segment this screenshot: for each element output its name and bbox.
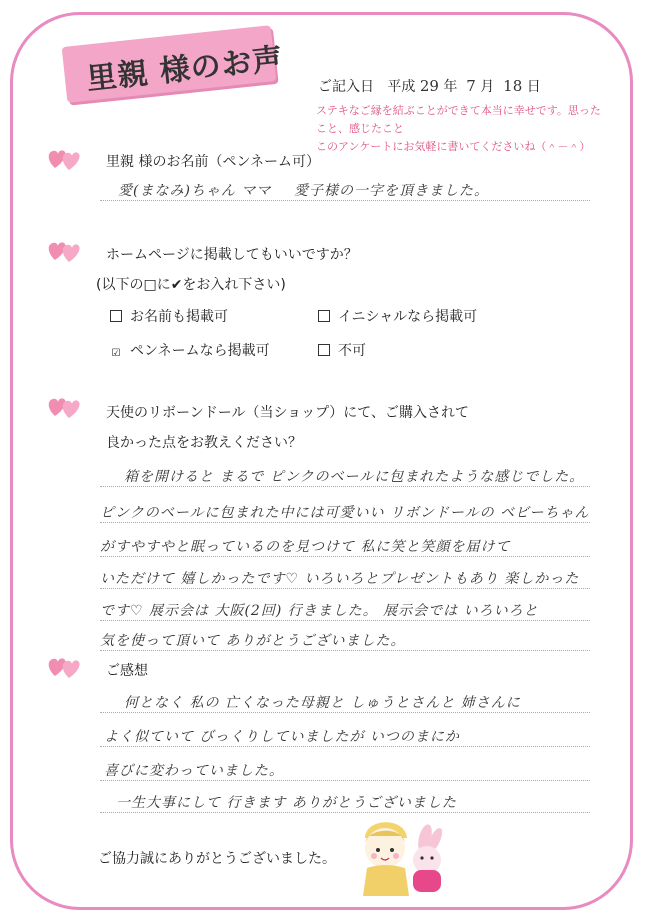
q3-label-1: 天使のリボーンドール（当ショップ）にて、ご購入されて — [106, 405, 470, 421]
checkbox-checked[interactable]: ☑ — [111, 348, 121, 359]
heart-icon — [46, 238, 82, 264]
heart-icon — [46, 394, 82, 420]
lead-text — [316, 102, 606, 156]
q3-answer-line: ピンクのベールに包まれた中には可愛いい リボンドールの ベビーちゃん — [100, 505, 590, 521]
q4-answer-line: 何となく 私の 亡くなった母親と しゅうとさんと 姉さんに — [124, 695, 521, 711]
entry-date — [318, 76, 541, 96]
option-label: ペンネームなら掲載可 — [130, 343, 270, 359]
ruled-line — [100, 588, 590, 589]
ruled-line — [100, 486, 590, 487]
q3-answer-line: 箱を開けると まるで ピンクのベールに包まれたような感じでした。 — [124, 469, 585, 485]
q1-label: 里親 様のお名前（ペンネーム可） — [106, 154, 321, 170]
ruled-line — [100, 620, 590, 621]
q1-answer-name: 愛(まなみ)ちゃん ママ — [118, 183, 272, 199]
heart-icon — [46, 654, 82, 680]
q4-label: ご感想 — [106, 663, 148, 679]
date-month-unit: 月 — [480, 79, 495, 95]
date-year-unit: 年 — [443, 79, 458, 95]
ruled-line — [100, 200, 590, 201]
q3-label-2: 良かった点をお教えください？ — [106, 435, 302, 451]
lead-line-1: ステキなご縁を結ぶことができて本当に幸せです。思ったこと、感じたこと — [316, 104, 601, 135]
option-initial-ok[interactable] — [318, 306, 477, 326]
checkbox[interactable] — [318, 310, 330, 322]
q3-answer-line: 気を使って頂いて ありがとうございました。 — [100, 633, 406, 649]
option-label: イニシャルなら掲載可 — [338, 309, 478, 325]
ruled-line — [100, 812, 590, 813]
checkbox[interactable] — [318, 344, 330, 356]
ruled-line — [100, 556, 590, 557]
date-month: 7 — [466, 77, 476, 95]
ruled-line — [100, 780, 590, 781]
q2-instruction: (以下の□に✔をお入れ下さい) — [96, 277, 286, 293]
ruled-line — [100, 746, 590, 747]
date-day-unit: 日 — [526, 79, 541, 95]
page-title: 里親 様のお声 — [85, 41, 286, 98]
option-not-allowed[interactable] — [318, 340, 366, 360]
option-label: 不可 — [338, 343, 366, 359]
option-label: お名前も掲載可 — [130, 309, 228, 325]
option-penname-ok[interactable] — [110, 340, 270, 360]
q3-answer-line: です♡ 展示会は 大阪(2回) 行きました。 展示会では いろいろと — [100, 603, 539, 619]
option-name-ok[interactable] — [110, 306, 228, 326]
ruled-line — [100, 522, 590, 523]
thanks-message: ご協力誠にありがとうございました。 — [98, 851, 336, 867]
q4-answer-line: 一生大事にして 行きます ありがとうございました — [116, 795, 457, 811]
ruled-line — [100, 650, 590, 651]
date-day: 18 — [503, 77, 523, 95]
lead-line-2: このアンケートにお気軽に書いてくださいね（＾－＾） — [316, 140, 591, 153]
checkbox[interactable] — [110, 310, 122, 322]
date-era: 平成 — [387, 79, 416, 95]
ruled-line — [100, 712, 590, 713]
q2-label: ホームページに掲載してもいいですか？ — [106, 247, 358, 263]
doll-illustration — [355, 808, 445, 898]
q3-answer-line: がすやすやと眠っているのを見つけて 私に笑と笑顔を届けて — [100, 539, 511, 555]
q3-answer-line: いただけて 嬉しかったです♡ いろいろとプレゼントもあり 楽しかった — [100, 571, 580, 587]
q4-answer-line: よく似ていて びっくりしていましたが いつのまにか — [104, 729, 460, 745]
q1-answer-note: 愛子様の一字を頂きました。 — [294, 183, 489, 199]
q4-answer-line: 喜びに変わっていました。 — [104, 763, 284, 779]
date-year: 29 — [419, 77, 439, 95]
date-label: ご記入日 — [318, 79, 374, 95]
heart-icon — [46, 146, 82, 172]
